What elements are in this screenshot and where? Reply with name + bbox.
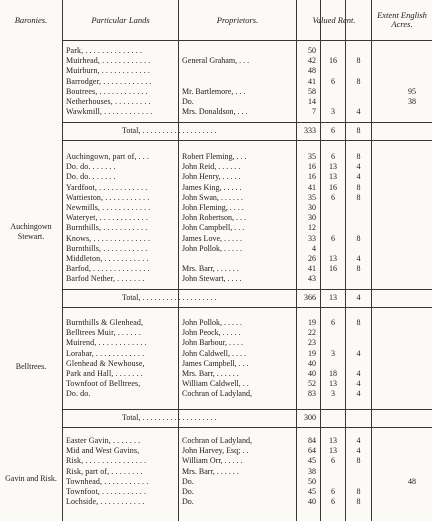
proprietor-name: James Campbell, . . . [182, 358, 249, 368]
header-particular-lands: Particular Lands [91, 14, 150, 25]
land-name: Do. do. [66, 389, 91, 399]
rent-pounds: 35 [308, 152, 316, 161]
rent-shillings: 13 [329, 172, 337, 182]
rent-pounds: 58 [308, 86, 316, 96]
rent-shillings: 6 [331, 76, 335, 86]
total-pounds: 333 [304, 126, 316, 135]
total-label: Total, . . . . . . . . . . . . . . . . . . . [122, 126, 217, 135]
rent-pence: 8 [356, 318, 361, 327]
rent-pence: 8 [356, 56, 361, 66]
rent-shillings: 6 [331, 497, 335, 507]
land-name: Do. do. . . . . . . [66, 162, 116, 172]
extent-acres: 95 [408, 86, 416, 96]
rent-pounds: 48 [308, 66, 316, 76]
rent-shillings: 16 [329, 182, 337, 192]
rent-pounds: 42 [308, 56, 316, 66]
header-valued-rent: Valued Rent. [312, 14, 356, 25]
rent-shillings: 6 [331, 192, 335, 202]
rent-pence: 8 [356, 182, 361, 192]
proprietor-name: John Reid, . . . . . . [182, 162, 241, 172]
proprietor-name: Mrs. Barr, . . . . . . [182, 264, 239, 274]
barony-name: Belltrees. [15, 362, 47, 371]
barony-name: Gavin and Risk. [5, 474, 57, 483]
land-name: Park and Hall, . . . . . . . [66, 369, 143, 378]
land-name: Townfoot, . . . . . . . . . . . [66, 487, 147, 496]
land-name: Muirend, . . . . . . . . . . . . [66, 338, 147, 348]
extent-acres: 38 [408, 97, 416, 106]
total-pounds: 300 [304, 413, 316, 422]
proprietor-name: Do. [182, 487, 194, 496]
total-label: Total, . . . . . . . . . . . . . . . . . . . [122, 413, 217, 422]
rent-pence: 4 [356, 254, 361, 263]
rent-shillings: 13 [329, 446, 337, 456]
land-name: Netherhouses, . . . . . . . . . [66, 97, 151, 106]
proprietor-name: John Caldwell, . . . . [182, 348, 246, 358]
proprietor-name: Cochran of Ladyland, [182, 436, 252, 445]
rent-pence: 4 [356, 369, 361, 378]
land-name: Do. do. . . . . . . [66, 172, 116, 182]
land-name: Boutrees, . . . . . . . . . . . . [66, 86, 148, 96]
rent-shillings: 3 [331, 389, 335, 399]
land-name: Wateryet, . . . . . . . . . . . . [66, 213, 148, 223]
rent-pence: 4 [356, 172, 361, 182]
proprietor-name: John Campbell, . . . [182, 223, 245, 233]
column-rule-proprietors [178, 0, 179, 521]
rent-pounds: 40 [308, 358, 316, 368]
rent-pounds: 4 [312, 243, 316, 253]
total-rule-top [62, 289, 432, 290]
land-name: Townhead, . . . . . . . . . . . [66, 476, 149, 486]
extent-acres: 48 [408, 476, 416, 486]
rent-pounds: 45 [308, 487, 316, 496]
total-rule-bottom [62, 427, 432, 428]
total-rule-top [62, 122, 432, 123]
proprietor-name: Mrs. Donaldson, . . . [182, 107, 248, 117]
land-name: Barfod, . . . . . . . . . . . . . . [66, 264, 150, 274]
header-baronies: Baronies. [14, 14, 48, 25]
rent-shillings: 6 [331, 233, 335, 243]
proprietor-name: John Barbour, . . . . [182, 338, 244, 348]
rent-shillings: 16 [329, 56, 337, 66]
rent-shillings: 6 [331, 487, 335, 496]
rent-pounds: 33 [308, 233, 316, 243]
proprietor-name: General Graham, . . . [182, 56, 250, 66]
rent-shillings: 3 [331, 107, 335, 117]
land-name: Lochside, . . . . . . . . . . . [66, 497, 145, 507]
land-name: Burnthills, . . . . . . . . . . . [66, 223, 148, 233]
proprietor-name: John Pollok, . . . . . [182, 243, 243, 253]
proprietor-name: William Caldwell, . . [182, 379, 249, 389]
rent-pence: 8 [356, 264, 361, 274]
rent-pounds: 43 [308, 274, 316, 284]
rent-shillings: 13 [329, 436, 337, 445]
proprietor-name: Do. [182, 497, 194, 507]
proprietor-name: Do. [182, 97, 194, 106]
rent-pence: 8 [356, 192, 361, 202]
rent-pence: 8 [356, 456, 361, 466]
rent-shillings: 13 [329, 379, 337, 389]
rent-pounds: 52 [308, 379, 316, 389]
proprietor-name: James Love, . . . . . [182, 233, 242, 243]
rent-pounds: 50 [308, 46, 316, 55]
rent-pounds: 23 [308, 338, 316, 348]
land-name: Barfod Nether, . . . . . . . [66, 274, 145, 284]
rent-pounds: 38 [308, 466, 316, 476]
proprietor-name: John Harvey, Esq; . . [182, 446, 249, 456]
total-label: Total, . . . . . . . . . . . . . . . . . . . [122, 293, 217, 302]
rent-pounds: 41 [308, 264, 316, 274]
land-name: Yardfoot, . . . . . . . . . . . . [66, 182, 148, 192]
rent-pounds: 16 [308, 172, 316, 182]
land-name: Park, . . . . . . . . . . . . . . [66, 46, 142, 55]
proprietor-name: John Swan, . . . . . . [182, 192, 243, 202]
proprietor-name: John Peock, . . . . . [182, 328, 241, 338]
land-name: Glenhead & Newhouse, [66, 358, 145, 368]
rent-shillings: 6 [331, 318, 335, 327]
proprietor-name: William Orr, . . . . . [182, 456, 243, 466]
total-rule-top [62, 409, 432, 410]
total-rule-bottom [62, 140, 432, 141]
rent-pounds: 30 [308, 203, 316, 212]
total-shillings: 13 [329, 293, 337, 302]
land-name: Mid and West Gavins, [66, 446, 140, 456]
rent-shillings: 6 [331, 456, 335, 466]
total-pence: 4 [356, 293, 361, 302]
rent-pounds: 22 [308, 328, 316, 338]
rent-pounds: 84 [308, 436, 316, 445]
proprietor-name: John Robertson, . . . [182, 213, 246, 223]
land-name: Newmills, . . . . . . . . . . . . [66, 203, 151, 212]
rent-pounds: 40 [308, 369, 316, 378]
rent-pounds: 83 [308, 389, 316, 399]
proprietor-name: John Pollok, . . . . . [182, 318, 243, 327]
rent-shillings: 16 [329, 264, 337, 274]
total-shillings: 6 [331, 126, 335, 135]
rent-pounds: 41 [308, 182, 316, 192]
total-rule-bottom [62, 307, 432, 308]
rent-pounds: 64 [308, 446, 316, 456]
rent-pence: 4 [356, 379, 361, 389]
rent-shillings: 13 [329, 254, 337, 263]
rent-pounds: 26 [308, 254, 316, 263]
rent-pounds: 19 [308, 318, 316, 327]
proprietor-name: James King, . . . . . [182, 182, 242, 192]
rent-pounds: 50 [308, 476, 316, 486]
land-name: Barrodger, . . . . . . . . . . . . [66, 76, 152, 86]
land-name: Belltrees Muir, . . . . . . [66, 328, 141, 338]
column-rule-acres [371, 0, 372, 521]
rent-pence: 8 [356, 233, 361, 243]
rent-pence: 4 [356, 436, 361, 445]
proprietor-name: Do. [182, 476, 194, 486]
proprietor-name: John Fleming, . . . . [182, 203, 244, 212]
rent-pence: 8 [356, 76, 361, 86]
proprietor-name: Mr. Bartlemore, . . . [182, 86, 246, 96]
land-name: Muirhead, . . . . . . . . . . . . [66, 56, 151, 66]
proprietor-name: Cochran of Ladyland, [182, 389, 252, 399]
land-name: Burnthills, . . . . . . . . . . . [66, 243, 148, 253]
rent-shillings: 3 [331, 348, 335, 358]
rent-pence: 4 [356, 348, 361, 358]
rent-pence: 4 [356, 446, 361, 456]
total-pounds: 366 [304, 293, 316, 302]
land-name: Townfoot of Belltrees, [66, 379, 141, 389]
rent-pence: 8 [356, 152, 361, 161]
land-name: Risk, part of, . . . . . . . . [66, 466, 143, 476]
barony-name: Auchingown Stewart. [10, 222, 52, 241]
land-name: Knows, . . . . . . . . . . . . . . [66, 233, 151, 243]
land-name: Muirburn, . . . . . . . . . . . . [66, 66, 150, 76]
proprietor-name: John Henry, . . . . . [182, 172, 241, 182]
rent-pounds: 19 [308, 348, 316, 358]
header-proprietors: Proprietors. [216, 14, 259, 25]
land-name: Burnthills & Glenhead, [66, 318, 144, 327]
land-name: Easter Gavin, . . . . . . . [66, 436, 141, 445]
land-name: Middleton, . . . . . . . . . . . [66, 254, 149, 263]
rent-pounds: 7 [312, 107, 316, 117]
header-extent-acres: Extent English Acres. [377, 10, 427, 29]
rent-pounds: 45 [308, 456, 316, 466]
land-name: Lorabar, . . . . . . . . . . . . [66, 348, 145, 358]
rent-shillings: 6 [331, 152, 335, 161]
land-name: Wattieston, . . . . . . . . . . . [66, 192, 150, 202]
rent-pence: 4 [356, 162, 361, 172]
rent-pounds: 41 [308, 76, 316, 86]
proprietor-name: Robert Fleming, . . . [182, 152, 247, 161]
total-pence: 8 [356, 126, 361, 135]
rent-pounds: 40 [308, 497, 316, 507]
land-name: Risk, . . . . . . . . . . . . . . . [66, 456, 147, 466]
rent-pence: 8 [356, 497, 361, 507]
rent-pounds: 12 [308, 223, 316, 233]
column-rule-lands [62, 0, 63, 521]
header-rule [62, 40, 432, 41]
proprietor-name: Mrs. Barr, . . . . . . [182, 369, 239, 378]
rent-shillings: 13 [329, 162, 337, 172]
land-name: Auchingown, part of, . . . [66, 152, 150, 161]
proprietor-name: Mrs. Barr, . . . . . . [182, 466, 239, 476]
proprietor-name: John Stewart, . . . . [182, 274, 242, 284]
rent-pence: 8 [356, 487, 361, 496]
rent-pence: 4 [356, 389, 361, 399]
rent-pounds: 16 [308, 162, 316, 172]
rent-shillings: 18 [329, 369, 337, 378]
rent-pounds: 14 [308, 97, 316, 106]
rent-pounds: 30 [308, 213, 316, 223]
land-name: Wawkmill, . . . . . . . . . . . . [66, 107, 153, 117]
rent-pounds: 35 [308, 192, 316, 202]
rent-pence: 4 [356, 107, 361, 117]
